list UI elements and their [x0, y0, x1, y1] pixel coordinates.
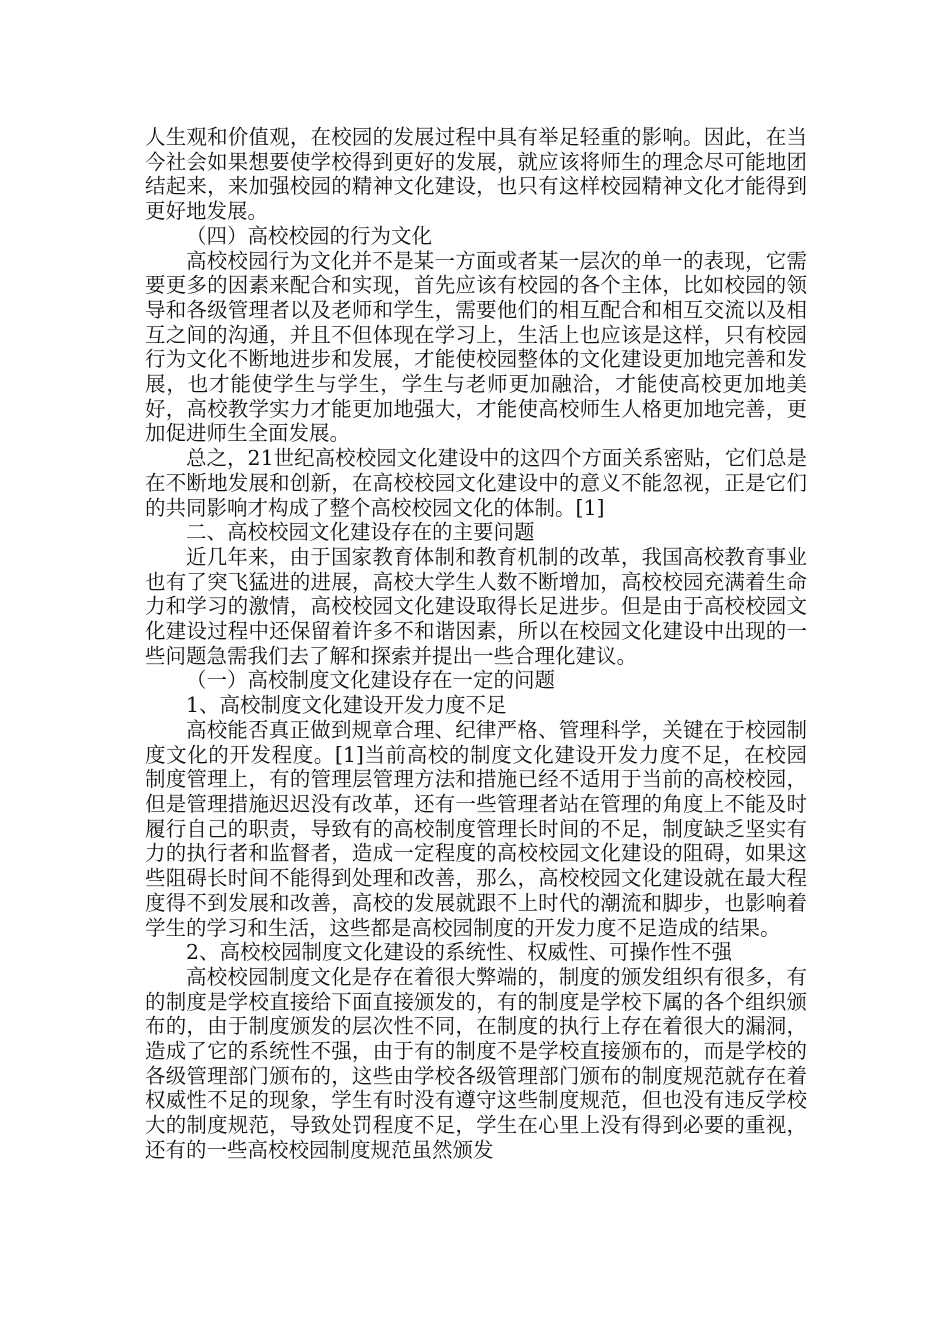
paragraph-problems-intro: 近几年来，由于国家教育体制和教育机制的改革，我国高校教育事业也有了突飞猛进的进展，高校大学生人数不断增加，高校校园充满着生命力和学习的激情，高校校园文化建设取得长足进步。但是由于高校校园文化建设过程中还保留着许多不和谐因素，所以在校园文化建设中出现的一些问题急需我们去了解和探索并提出一些合理化建议。	[145, 544, 807, 668]
point-heading-systematic-authority: 2、高校校园制度文化建设的系统性、权威性、可操作性不强	[186, 940, 733, 965]
paragraph-systematic-authority: 高校校园制度文化是存在着很大弊端的，制度的颁发组织有很多，有的制度是学校直接给下面直接颁发的，有的制度是学校下属的各个组织颁布的，由于制度颁发的层次性不同，在制度的执行上存在着很大的漏洞，造成了它的系统性不强，由于有的制度不是学校直接颁布的，而是学校的各级管理部门颁布的，这些由学校各级管理部门颁布的制度规范就存在着权威性不足的现象，学生有时没有遵守这些制度规范，但也没有违反学校大的制度规范，导致处罚程度不足，学生在心里上没有得到必要的重视，还有的一些高校校园制度规范虽然颁发	[145, 964, 807, 1162]
section-heading-main-problems: 二、高校校园文化建设存在的主要问题	[186, 520, 535, 545]
point-heading-development-insufficient: 1、高校制度文化建设开发力度不足	[186, 693, 507, 718]
paragraph-behavior-culture: 高校校园行为文化并不是某一方面或者某一层次的单一的表现，它需要更多的因素来配合和实现，首先应该有校园的各个主体，比如校园的领导和各级管理者以及老师和学生，需要他们的相互配合和相互交流以及相互之间的沟通，并且不但体现在学习上，生活上也应该是这样，只有校园行为文化不断地进步和发展，才能使校园整体的文化建设更加地完善和发展，也才能使学生与学生，学生与老师更加融洽，才能使高校更加地美好，高校教学实力才能更加地强大，才能使高校师生人格更加地完善，更加促进师生全面发展。	[145, 248, 807, 446]
paragraph-development-insufficient: 高校能否真正做到规章合理、纪律严格、管理科学，关键在于校园制度文化的开发程度。[1]当前高校的制度文化建设开发力度不足，在校园制度管理上，有的管理层管理方法和措施已经不适用于当前的高校校园，但是管理措施迟迟没有改革，还有一些管理者站在管理的角度上不能及时履行自己的职责，导致有的高校制度管理长时间的不足，制度缺乏坚实有力的执行者和监督者，造成一定程度的高校校园文化建设的阻碍，如果这些阻碍长时间不能得到处理和改善，那么，高校校园文化建设就在最大程度得不到发展和改善，高校的发展就跟不上时代的潮流和脚步，也影响着学生的学习和生活，这些都是高校园制度的开发力度不足造成的结果。	[145, 717, 807, 940]
section-heading-behavior-culture: （四）高校校园的行为文化	[186, 223, 432, 248]
document-page	[145, 125, 807, 1163]
subsection-heading-system-culture: （一）高校制度文化建设存在一定的问题	[186, 668, 555, 693]
paragraph-continued: 人生观和价值观，在校园的发展过程中具有举足轻重的影响。因此，在当今社会如果想要使学校得到更好的发展，就应该将师生的理念尽可能地团结起来，来加强校园的精神文化建设，也只有这样校园精神文化才能得到更好地发展。	[145, 125, 807, 224]
paragraph-summary: 总之，21世纪高校校园文化建设中的这四个方面关系密贴，它们总是在不断地发展和创新，在高校校园文化建设中的意义不能忽视，正是它们的共同影响才构成了整个高校校园文化的体制。[1]	[145, 446, 807, 520]
